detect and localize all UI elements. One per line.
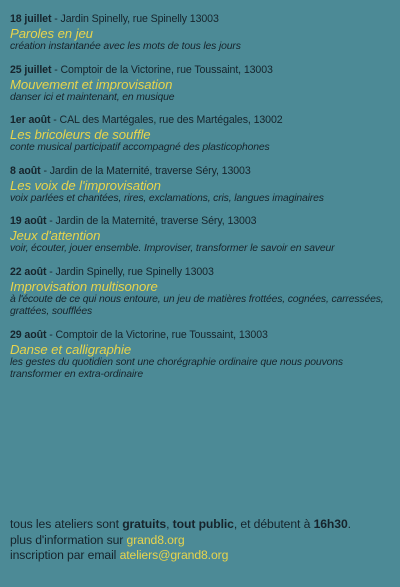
- event-title: Jeux d'attention: [10, 228, 101, 243]
- event-item: [10, 13, 386, 54]
- footer-info: [10, 517, 395, 564]
- event-title: Mouvement et improvisation: [10, 76, 173, 92]
- event-location: - Jardin de la Maternité, traverse Séry, 13003: [46, 215, 257, 227]
- event-location: - Comptoir de la Victorine, rue Toussaint, 13003: [51, 63, 273, 76]
- event-meta: [10, 114, 386, 127]
- event-date: 1er août: [10, 114, 51, 126]
- footer-text: inscription par email: [10, 548, 120, 562]
- event-item: [10, 329, 386, 382]
- event-item: [10, 165, 386, 206]
- event-date: 29 août: [10, 328, 47, 341]
- email-link[interactable]: ateliers@grand8.org: [119, 548, 229, 562]
- event-title: Les bricoleurs de souffle: [10, 127, 151, 142]
- event-meta: [10, 165, 386, 178]
- event-date: 18 juillet: [10, 13, 52, 25]
- event-item: [10, 64, 386, 105]
- event-meta: [10, 329, 386, 342]
- event-description: danser ici et maintenant, en musique: [10, 91, 175, 103]
- footer-text: .: [347, 517, 351, 531]
- start-time: 16h30: [313, 517, 348, 531]
- free-label: gratuits: [122, 517, 167, 531]
- event-item: [10, 114, 386, 155]
- event-date: 19 août: [10, 215, 47, 227]
- event-location: - Jardin Spinelly, rue Spinelly 13003: [46, 265, 214, 278]
- footer-text: ,: [166, 517, 173, 531]
- event-meta: [10, 64, 386, 77]
- event-meta: [10, 215, 386, 228]
- event-description: voir, écouter, jouer ensemble. Improviser, transformer le savoir en saveur: [10, 243, 335, 254]
- event-description: à l'écoute de ce qui nous entoure, un jeu de matières frottées, cognées, carressées, grattées, soufflées: [10, 293, 384, 317]
- event-title: Improvisation multisonore: [10, 278, 158, 294]
- website-link[interactable]: grand8.org: [126, 532, 185, 547]
- footer-line-email: [10, 548, 395, 564]
- footer-line-free: [10, 517, 395, 533]
- event-location: - Jardin Spinelly, rue Spinelly 13003: [51, 13, 219, 25]
- footer-line-website: [10, 533, 395, 549]
- event-item: [10, 215, 386, 256]
- event-location: - Jardin de la Maternité, traverse Séry, 13003: [40, 164, 251, 177]
- event-meta: [10, 266, 386, 279]
- event-date: 22 août: [10, 265, 47, 278]
- event-description: conte musical participatif accompagné des plasticophones: [10, 142, 270, 153]
- event-item: [10, 266, 386, 319]
- footer-text: , et débutent à: [233, 517, 314, 531]
- event-description: création instantanée avec les mots de tous les jours: [10, 41, 241, 52]
- event-location: - CAL des Martégales, rue des Martégales, 13002: [50, 114, 283, 126]
- event-title: Paroles en jeu: [10, 26, 93, 41]
- event-title: Les voix de l'improvisation: [10, 177, 161, 193]
- event-title: Danse et calligraphie: [10, 341, 132, 357]
- event-description: les gestes du quotidien sont une chorégraphie ordinaire que nous pouvons transformer en extra-ordinaire: [10, 356, 343, 380]
- event-location: - Comptoir de la Victorine, rue Toussaint, 13003: [46, 328, 268, 341]
- public-label: tout public: [172, 517, 234, 531]
- event-date: 8 août: [10, 164, 41, 177]
- event-meta: [10, 13, 386, 26]
- footer-text: plus d'information sur: [10, 532, 127, 547]
- footer-text: tous les ateliers sont: [10, 517, 123, 531]
- event-description: voix parlées et chantées, rires, exclamations, cris, langues imaginaires: [10, 192, 324, 204]
- event-date: 25 juillet: [10, 63, 52, 76]
